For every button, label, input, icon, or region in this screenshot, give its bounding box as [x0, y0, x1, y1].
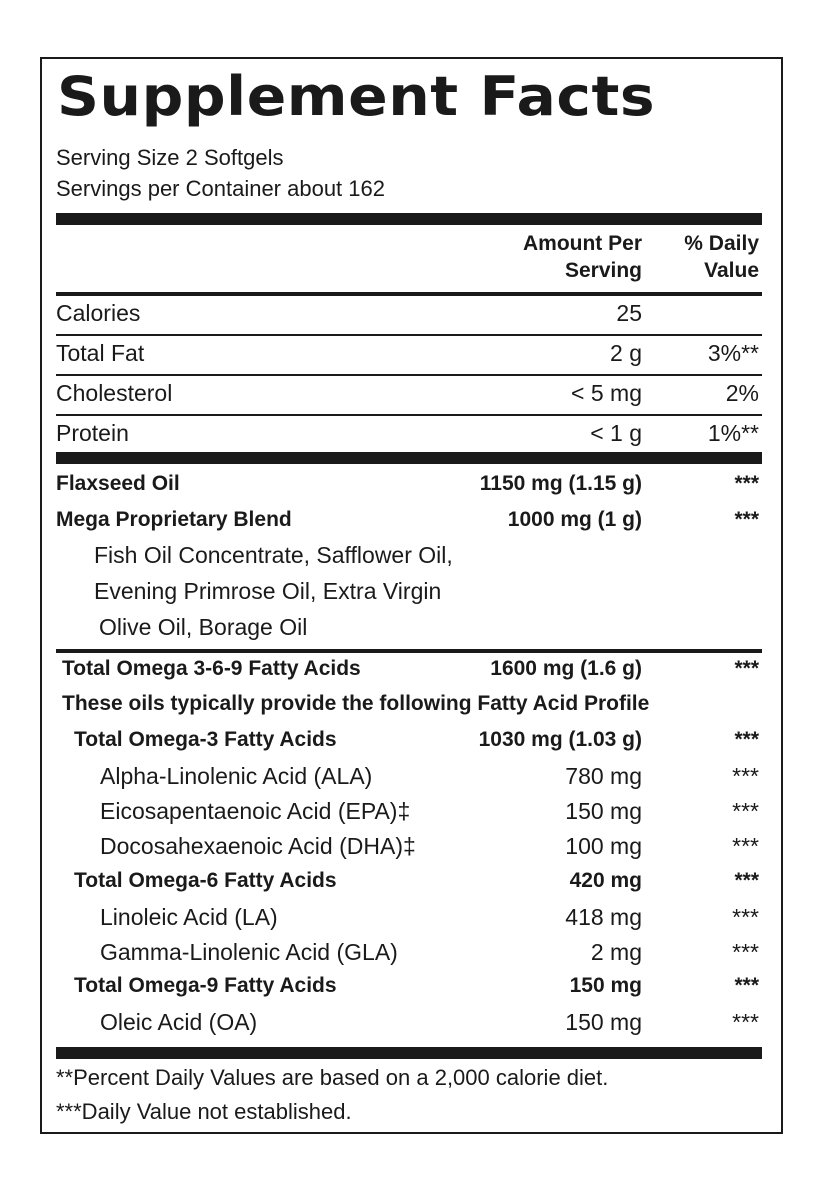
oil-row: [42, 508, 781, 538]
thick-divider: [56, 1047, 762, 1059]
section-divider: [56, 649, 762, 653]
fatty-acid-label: Eicosapentaenoic Acid (EPA)‡: [100, 798, 411, 824]
fatty-acid-daily-value: ***: [732, 904, 759, 930]
supplement-facts-panel: [40, 57, 783, 1134]
servings-per-container: Servings per Container about 162: [56, 176, 385, 201]
fatty-acid-amount: 780 mg: [565, 763, 642, 789]
fatty-acid-amount: 1030 mg (1.03 g): [478, 728, 642, 751]
total-omega-daily-value: ***: [734, 657, 759, 680]
daily-value-header: [684, 230, 759, 284]
fatty-acid-row: [42, 939, 781, 969]
nutrient-row: [42, 300, 781, 330]
profile-note-row: [42, 692, 781, 722]
fatty-acid-amount: 150 mg: [565, 798, 642, 824]
fatty-acid-label: Total Omega-3 Fatty Acids: [74, 728, 337, 751]
nutrient-row: [42, 340, 781, 370]
fatty-acid-daily-value: ***: [734, 728, 759, 751]
thick-divider: [56, 213, 762, 225]
fatty-acid-row: [42, 763, 781, 793]
fatty-acid-row: [42, 904, 781, 934]
total-omega-label: Total Omega 3-6-9 Fatty Acids: [62, 657, 361, 680]
total-omega-amount: 1600 mg (1.6 g): [490, 657, 642, 680]
row-divider: [56, 334, 762, 336]
fatty-acid-row: [42, 1009, 781, 1039]
fatty-acid-label: Linoleic Acid (LA): [100, 904, 278, 930]
oil-daily-value: ***: [734, 472, 759, 495]
oil-daily-value: ***: [734, 508, 759, 531]
fatty-acid-amount: 418 mg: [565, 904, 642, 930]
footnote-daily-values: **Percent Daily Values are based on a 2,000 calorie diet.: [56, 1065, 609, 1090]
nutrient-label: Total Fat: [56, 340, 145, 366]
nutrient-daily-value: 3%**: [707, 340, 759, 366]
fatty-acid-row: [42, 798, 781, 828]
nutrient-amount: < 1 g: [590, 420, 642, 446]
header-divider: [56, 292, 762, 296]
nutrient-amount: 2 g: [610, 340, 642, 366]
fatty-acid-row: [42, 833, 781, 863]
daily-header-line2: Value: [704, 259, 759, 282]
row-divider: [56, 414, 762, 416]
amount-header-line1: Amount Per: [522, 232, 642, 255]
nutrient-daily-value: 2%: [725, 380, 759, 406]
fatty-acid-label: Oleic Acid (OA): [100, 1009, 258, 1035]
fatty-acid-amount: 2 mg: [590, 939, 642, 965]
amount-per-serving-header: [523, 230, 642, 284]
thick-divider: [56, 452, 762, 464]
fatty-acid-amount: 150 mg: [565, 1009, 642, 1035]
fatty-acid-label: Total Omega-6 Fatty Acids: [74, 869, 337, 892]
oil-label: Flaxseed Oil: [56, 472, 180, 495]
fatty-acid-daily-value: ***: [734, 869, 759, 892]
blend-ingredient-line: Evening Primrose Oil, Extra Virgin: [94, 578, 442, 604]
fatty-acid-daily-value: ***: [732, 763, 759, 789]
blend-ingredient-line: Fish Oil Concentrate, Safflower Oil,: [94, 542, 453, 568]
nutrient-row: [42, 420, 781, 450]
fatty-acid-amount: 150 mg: [569, 974, 642, 997]
fatty-acid-label: Total Omega-9 Fatty Acids: [74, 974, 337, 997]
nutrient-label: Calories: [56, 300, 141, 326]
fatty-acid-daily-value: ***: [732, 1009, 759, 1035]
amount-header-line2: Serving: [564, 259, 642, 282]
profile-note: These oils typically provide the following Fatty Acid Profile: [62, 692, 650, 715]
nutrient-daily-value: 1%**: [707, 420, 759, 446]
oil-row: [42, 472, 781, 502]
fatty-acid-daily-value: ***: [732, 939, 759, 965]
fatty-acid-amount: 100 mg: [565, 833, 642, 859]
fatty-acid-daily-value: ***: [732, 798, 759, 824]
fatty-acid-row: [42, 869, 781, 899]
nutrient-label: Cholesterol: [56, 380, 173, 406]
row-divider: [56, 374, 762, 376]
fatty-acid-daily-value: ***: [734, 974, 759, 997]
fatty-acid-row: [42, 728, 781, 758]
fatty-acid-label: Alpha-Linolenic Acid (ALA): [100, 763, 373, 789]
blend-ingredient-line: Olive Oil, Borage Oil: [99, 614, 308, 640]
serving-size: Serving Size 2 Softgels: [56, 145, 284, 170]
fatty-acid-daily-value: ***: [732, 833, 759, 859]
fatty-acid-label: Gamma-Linolenic Acid (GLA): [100, 939, 398, 965]
panel-title: Supplement Facts: [57, 65, 656, 128]
nutrient-label: Protein: [56, 420, 129, 446]
total-omega-row: [42, 657, 781, 687]
footnote-not-established: ***Daily Value not established.: [56, 1099, 352, 1124]
oil-amount: 1150 mg (1.15 g): [479, 472, 642, 495]
fatty-acid-row: [42, 974, 781, 1004]
oil-amount: 1000 mg (1 g): [507, 508, 642, 531]
nutrient-row: [42, 380, 781, 410]
nutrient-amount: < 5 mg: [571, 380, 642, 406]
oil-label: Mega Proprietary Blend: [56, 508, 292, 531]
daily-header-line1: % Daily: [684, 232, 759, 255]
nutrient-amount: 25: [616, 300, 642, 326]
fatty-acid-label: Docosahexaenoic Acid (DHA)‡: [100, 833, 416, 859]
fatty-acid-amount: 420 mg: [569, 869, 642, 892]
